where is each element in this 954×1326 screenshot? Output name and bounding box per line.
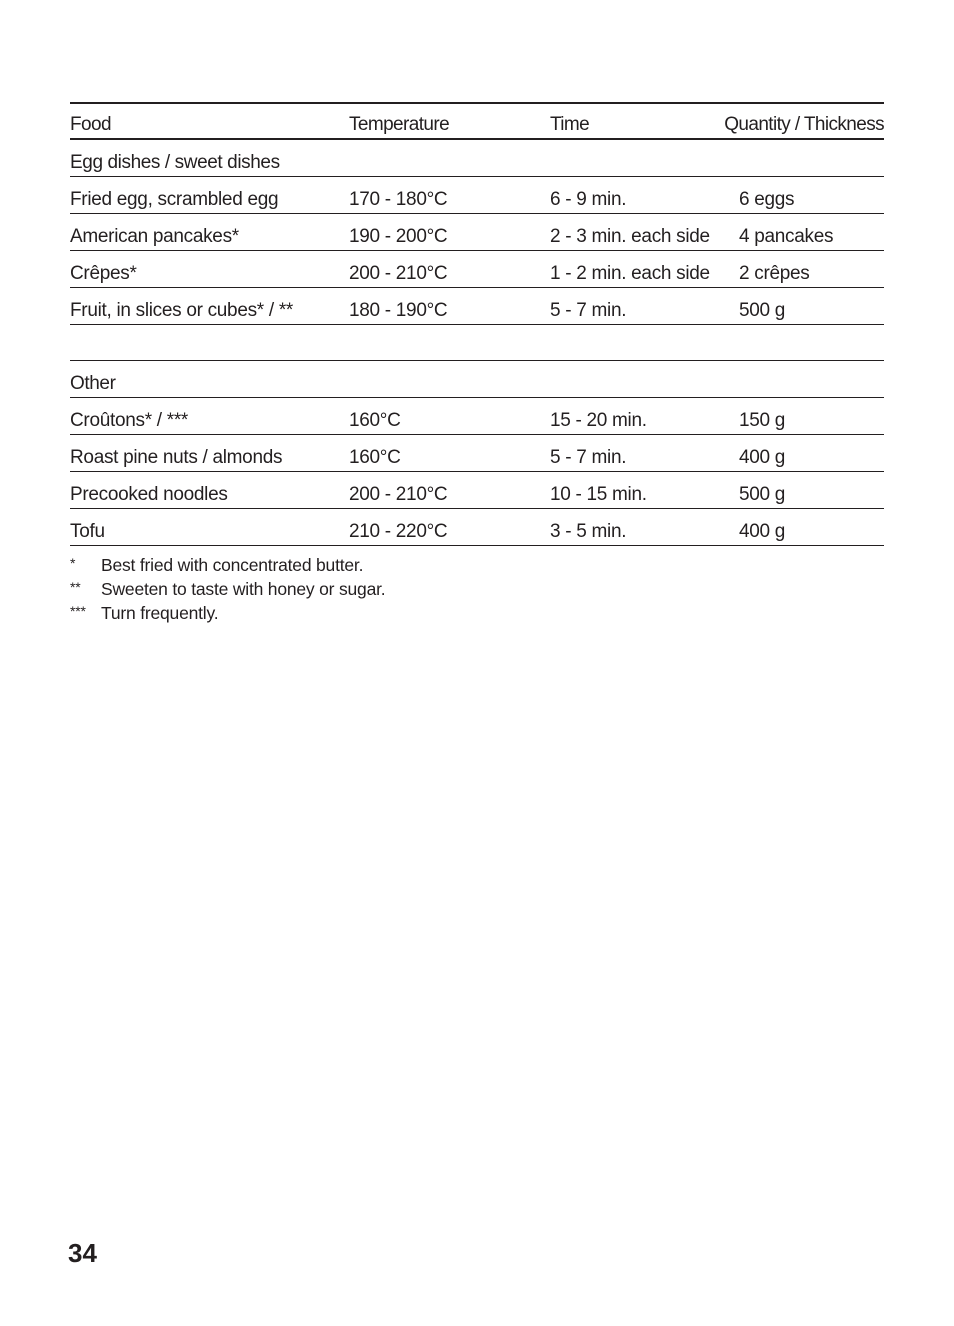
cell-quantity: 500 g: [739, 484, 786, 505]
cell-time: 3 - 5 min.: [550, 521, 627, 542]
header-food: Food: [70, 114, 111, 135]
cell-quantity: 6 eggs: [739, 189, 795, 210]
cell-quantity: 150 g: [739, 410, 786, 431]
section-title-other: [70, 361, 884, 398]
footnote-mark: *: [70, 555, 76, 571]
cell-temperature: 190 - 200°C: [349, 226, 448, 247]
table-row: [70, 251, 884, 288]
cell-time: 6 - 9 min.: [550, 189, 627, 210]
footnote-text: Turn frequently.: [101, 603, 219, 623]
cell-time: 5 - 7 min.: [550, 447, 627, 468]
section-spacer: [70, 325, 884, 361]
table-row: [70, 472, 884, 509]
cooking-table: [70, 102, 884, 546]
header-quantity: Quantity / Thickness: [724, 114, 884, 135]
cell-temperature: 210 - 220°C: [349, 521, 448, 542]
cell-temperature: 200 - 210°C: [349, 263, 448, 284]
section-title-text: Egg dishes / sweet dishes: [70, 152, 280, 173]
table-row: [70, 435, 884, 472]
cell-temperature: 160°C: [349, 410, 401, 431]
cell-temperature: 160°C: [349, 447, 401, 468]
cell-time: 10 - 15 min.: [550, 484, 647, 505]
cell-food: Roast pine nuts / almonds: [70, 447, 283, 468]
cell-food: American pancakes*: [70, 226, 239, 247]
cell-food: Croûtons* / ***: [70, 410, 189, 431]
header-time: Time: [550, 114, 590, 135]
footnote-mark: ***: [70, 603, 86, 619]
table-row: [70, 398, 884, 435]
table-row: [70, 214, 884, 251]
cell-time: 15 - 20 min.: [550, 410, 647, 431]
cell-time: 2 - 3 min. each side: [550, 226, 710, 247]
cell-quantity: 400 g: [739, 447, 786, 468]
cell-quantity: 4 pancakes: [739, 226, 834, 247]
table-row: [70, 288, 884, 325]
table-header: [70, 102, 884, 140]
table-row: [70, 509, 884, 546]
cell-quantity: 400 g: [739, 521, 786, 542]
page-number: 34: [68, 1238, 97, 1268]
cell-food: Fried egg, scrambled egg: [70, 189, 279, 210]
footnote-mark: **: [70, 579, 81, 595]
footnote-text: Best fried with concentrated butter.: [101, 555, 364, 575]
cell-food: Crêpes*: [70, 263, 137, 284]
cell-quantity: 500 g: [739, 300, 786, 321]
cell-quantity: 2 crêpes: [739, 263, 810, 284]
cell-food: Tofu: [70, 521, 105, 542]
table-row: [70, 177, 884, 214]
footnote-text: Sweeten to taste with honey or sugar.: [101, 579, 386, 599]
cell-temperature: 170 - 180°C: [349, 189, 448, 210]
cell-food: Fruit, in slices or cubes* / **: [70, 300, 294, 321]
section-title-egg-dishes: [70, 140, 884, 177]
cell-temperature: 180 - 190°C: [349, 300, 448, 321]
cell-time: 5 - 7 min.: [550, 300, 627, 321]
cell-food: Precooked noodles: [70, 484, 228, 505]
cell-temperature: 200 - 210°C: [349, 484, 448, 505]
cell-time: 1 - 2 min. each side: [550, 263, 710, 284]
header-temperature: Temperature: [349, 114, 450, 135]
section-title-text: Other: [70, 373, 116, 394]
